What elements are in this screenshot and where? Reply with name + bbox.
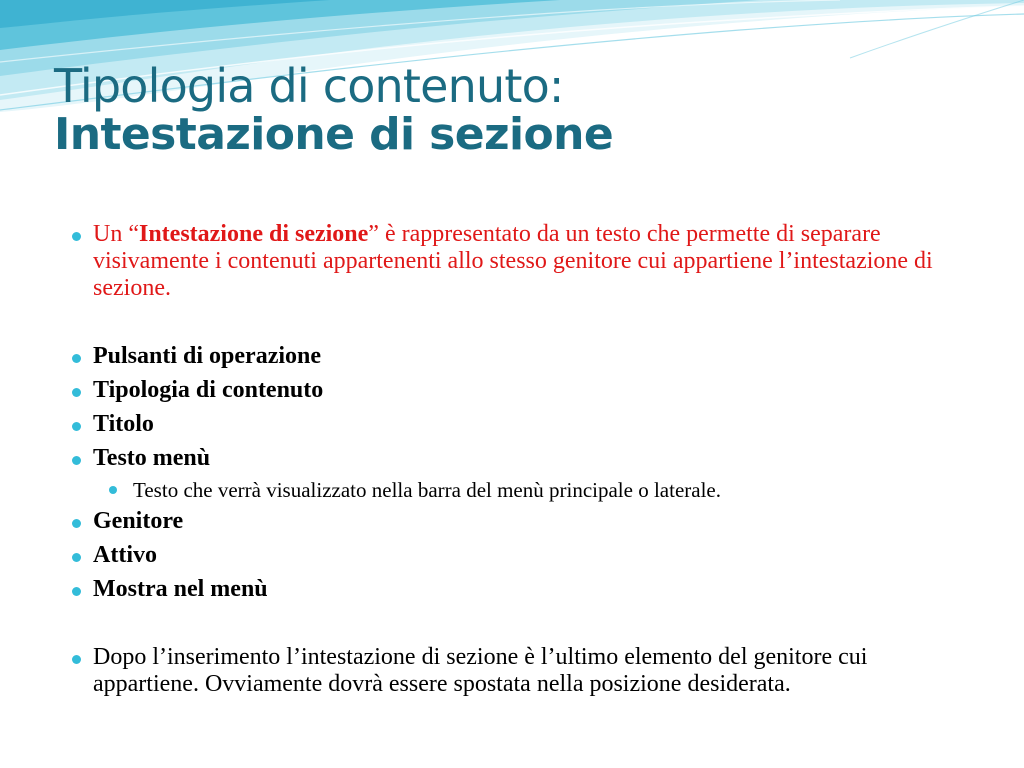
field-label: Genitore [93,508,184,534]
field-label: Pulsanti di operazione [93,343,322,369]
sub-item-text: Testo che verrà visualizzato nella barra del menù principale o laterale. [133,478,721,502]
field-item-attivo [68,542,968,569]
bullet-icon [72,655,81,664]
field-label: Testo menù [93,445,211,471]
bullet-icon [72,587,81,596]
intro-paragraph [68,221,968,302]
bullet-icon [109,486,117,494]
field-item-tipologia [68,377,968,404]
field-item-testo-menu [68,445,968,472]
intro-highlight: Intestazione di sezione [138,221,369,247]
bullet-icon [72,456,81,465]
field-label: Titolo [93,411,154,437]
field-item-mostra-menu [68,576,968,603]
closing-text: Dopo l’inserimento l’intestazione di sezione è l’ultimo elemento del genitore cui appartiene. Ovviamente dovrà essere spostata nella posizione desiderata. [93,644,868,697]
slide-body [68,221,968,698]
slide-title [54,59,614,161]
bullet-icon [72,388,81,397]
bullet-icon [72,354,81,363]
title-line-1: Tipologia di contenuto: [54,59,564,113]
field-label: Attivo [93,542,157,568]
title-line-2: Intestazione di sezione [54,109,614,161]
bullet-icon [72,519,81,528]
bullet-icon [72,232,81,241]
field-item-titolo [68,411,968,438]
closing-paragraph [68,644,968,698]
bullet-icon [72,422,81,431]
intro-suffix: ” è rappresentato da un testo che permette di separare visivamente i contenuti appartenenti allo stesso genitore cui appartiene l’intestazione di sezione. [93,221,933,301]
field-label: Tipologia di contenuto [93,377,324,403]
intro-prefix: Un “ [93,221,139,247]
bullet-icon [72,553,81,562]
sub-item-testo-menu [108,474,968,506]
field-item-genitore [68,508,968,535]
field-label: Mostra nel menù [93,576,268,602]
field-item-pulsanti [68,343,968,370]
